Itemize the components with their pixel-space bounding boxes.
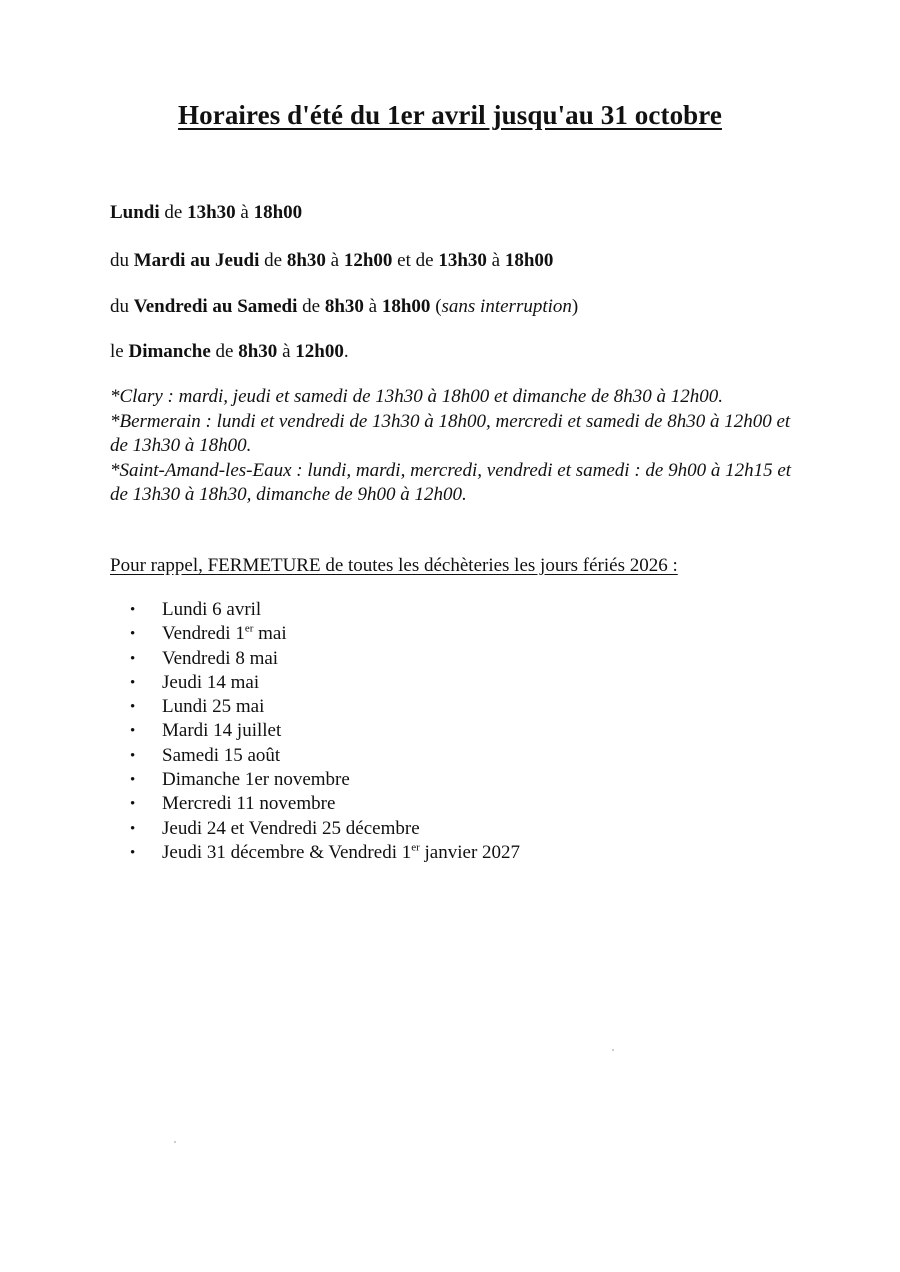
bullet-icon: • [130,602,136,618]
day-label: Vendredi au Samedi [133,296,298,317]
time-from: 13h30 [187,202,236,223]
list-item: • Jeudi 24 et Vendredi 25 décembre [130,817,520,841]
bullet-icon: • [130,820,136,837]
list-item: • Dimanche 1er novembre [130,768,520,792]
bullet-icon: • [130,626,136,643]
note-clary: *Clary : mardi, jeudi et samedi de 13h30 à 18h00 et dimanche de 8h30 à 12h00. [110,386,724,407]
list-item: • Vendredi 1er mai [130,622,520,646]
bullet-icon: • [130,674,136,691]
hours-tuesday-thursday: du Mardi au Jeudi de 8h30 à 12h00 et de 13h30 à 18h00 [110,250,554,271]
day-label: Dimanche [128,341,211,362]
list-item: • Lundi 25 mai [130,695,520,719]
bullet-icon: • [130,723,136,740]
list-item: • Jeudi 31 décembre & Vendredi 1er janvier 2027 [130,841,520,865]
time-to: 12h00 [343,250,393,271]
day-label: Mardi au Jeudi [133,250,260,271]
time-to: 18h00 [253,202,303,223]
closure-reminder: Pour rappel, FERMETURE de toutes les déchèteries les jours fériés 2026 : [110,555,678,576]
hours-monday: Lundi de 13h30 à 18h00 [110,202,303,223]
bullet-icon: • [130,772,136,789]
note-bermerain: *Bermerain : lundi et vendredi de 13h30 à 18h00, mercredi et samedi de 8h30 à 12h00 et de 13h30 à 18h00. [110,410,791,456]
list-item: • Mardi 14 juillet [130,719,520,743]
time-to: 18h00 [504,250,554,271]
bullet-icon: • [130,650,136,667]
bullet-icon: • [130,844,136,861]
time-from: 8h30 [286,250,326,271]
list-item: • Lundi 6 avril [130,598,520,622]
note-saint-amand: *Saint-Amand-les-Eaux : lundi, mardi, mercredi, vendredi et samedi : de 9h00 à 12h15 et de 13h30 à 18h30, dimanche de 9h00 à 12h00. [110,459,792,505]
time-from: 8h30 [238,341,278,362]
hours-friday-saturday: du Vendredi au Samedi de 8h30 à 18h00 (sans interruption) [110,296,579,317]
list-item: • Vendredi 8 mai [130,647,520,671]
time-to: 18h00 [381,296,431,317]
scan-speck [612,1049,614,1051]
time-from: 8h30 [324,296,364,317]
site-notes [110,385,800,508]
no-break-note: sans interruption [441,296,572,317]
page-title: Horaires d'été du 1er avril jusqu'au 31 octobre [178,100,722,130]
time-from: 13h30 [438,250,487,271]
day-label: Lundi [110,202,160,223]
list-item: • Jeudi 14 mai [130,671,520,695]
scan-speck [174,1141,176,1143]
holiday-list [130,598,520,865]
bullet-icon: • [130,747,136,764]
bullet-icon: • [130,699,136,716]
bullet-icon: • [130,796,136,813]
list-item: • Mercredi 11 novembre [130,792,520,816]
time-to: 12h00 [295,341,344,362]
list-item: • Samedi 15 août [130,744,520,768]
hours-sunday: le Dimanche de 8h30 à 12h00. [110,341,349,362]
